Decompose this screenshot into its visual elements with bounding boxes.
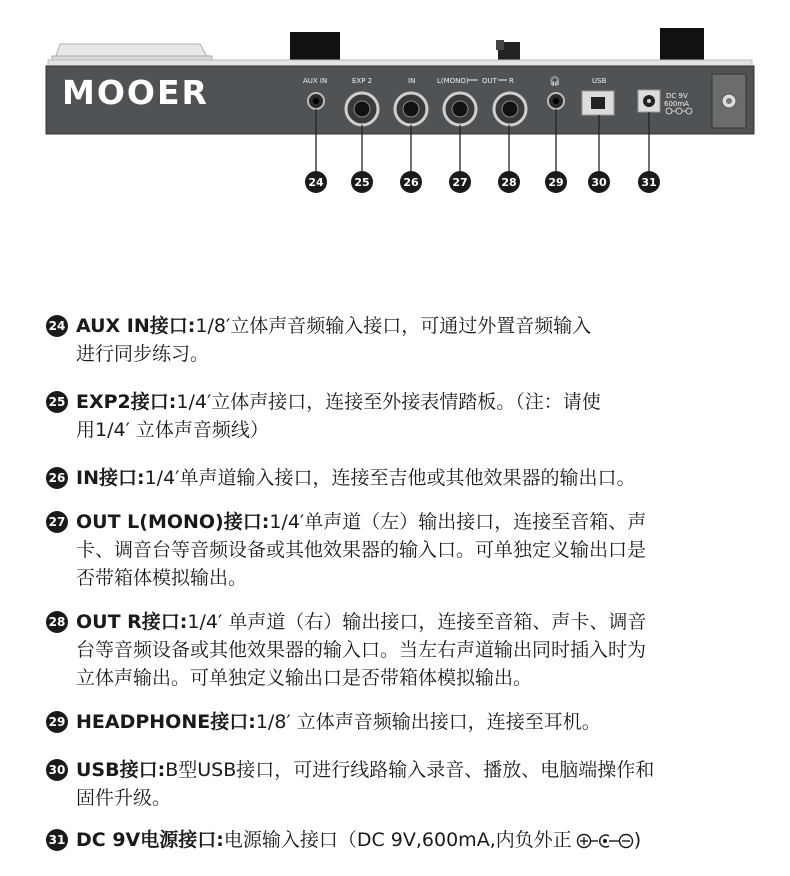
- item-text-suffix: ): [633, 829, 642, 851]
- item-text: 1/4′立体声接口，连接至外接表情踏板。（注：请使: [176, 391, 601, 413]
- callout-26: 26: [403, 176, 419, 189]
- exp2-jack: [346, 93, 378, 125]
- port-label-usb: USB: [592, 77, 607, 85]
- callout-28: 28: [501, 176, 517, 189]
- device-rear-panel: [0, 0, 790, 210]
- description-item-out-r: [46, 608, 766, 692]
- item-number: 24: [46, 315, 68, 337]
- item-text-line2: 用1/4′ 立体声音频线）: [76, 419, 269, 441]
- out-r-jack: [494, 93, 526, 125]
- callout-25: 25: [354, 176, 370, 189]
- description-item-aux-in: [46, 312, 766, 368]
- power-current: 600mA: [664, 100, 689, 108]
- top-connector-tab: [496, 40, 504, 50]
- callout-29: 29: [548, 176, 564, 189]
- item-number: 30: [46, 759, 68, 781]
- top-knob-right: [660, 28, 704, 64]
- description-item-out-l: [46, 508, 766, 592]
- description-item-headphone: [46, 708, 766, 736]
- item-text: 电源输入接口（DC 9V,600mA,内负外正: [223, 829, 572, 851]
- item-number: 25: [46, 391, 68, 413]
- power-label: DC 9V: [666, 92, 688, 100]
- port-label-l-mono: L(MONO): [437, 77, 469, 85]
- port-label-aux-in: AUX IN: [303, 77, 328, 85]
- callout-24: 24: [308, 176, 324, 189]
- description-item-exp2: [46, 388, 766, 444]
- item-text-line3: 否带箱体模拟输出。: [76, 567, 248, 589]
- item-label: EXP2接口:: [76, 391, 177, 413]
- in-jack: [395, 93, 427, 125]
- item-text: 1/4′单声道输入接口，连接至吉他或其他效果器的输出口。: [144, 467, 636, 489]
- item-number: 29: [46, 711, 68, 733]
- callout-27: 27: [452, 176, 468, 189]
- item-text-line3: 立体声输出。可单独定义输出口是否带箱体模拟输出。: [76, 667, 533, 689]
- aux-in-jack: [308, 93, 324, 109]
- item-number: 26: [46, 467, 68, 489]
- out-l-jack: [444, 93, 476, 125]
- polarity-icon: [576, 833, 634, 849]
- item-text-line2: 卡、调音台等音频设备或其他效果器的输入口。可单独定义输出口是: [76, 539, 647, 561]
- item-text: B型USB接口，可进行线路输入录音、播放、电脑端操作和: [165, 759, 655, 781]
- item-number: 31: [46, 829, 68, 851]
- item-label: DC 9V电源接口:: [76, 829, 224, 851]
- port-label-r: R: [509, 77, 514, 85]
- dc-power-port: [638, 90, 660, 112]
- top-knob-left: [290, 32, 340, 64]
- description-item-in: [46, 464, 766, 492]
- item-label: IN接口:: [76, 467, 145, 489]
- item-text: 1/8′立体声音频输入接口，可通过外置音频输入: [195, 315, 592, 337]
- item-number: 28: [46, 611, 68, 633]
- power-switch: [712, 74, 746, 128]
- usb-port: [582, 91, 614, 115]
- headphone-icon: 🎧︎: [549, 77, 561, 87]
- item-text-line2: 进行同步练习。: [76, 343, 210, 365]
- item-label: USB接口:: [76, 759, 166, 781]
- brand-logo: MOOER: [62, 73, 209, 112]
- item-label: OUT R接口:: [76, 611, 188, 633]
- port-label-exp2: EXP 2: [352, 77, 373, 85]
- port-label-out: OUT: [482, 77, 497, 85]
- item-text: 1/4′ 单声道（右）输出接口，连接至音箱、声卡、调音: [187, 611, 647, 633]
- item-text-line2: 固件升级。: [76, 787, 172, 809]
- description-item-usb: [46, 756, 766, 812]
- description-item-dc-power: [46, 826, 766, 854]
- item-label: HEADPHONE接口:: [76, 711, 256, 733]
- item-label: AUX IN接口:: [76, 315, 196, 337]
- headphone-jack: [548, 93, 564, 109]
- item-label: OUT L(MONO)接口:: [76, 511, 270, 533]
- item-text: 1/8′ 立体声音频输出接口，连接至耳机。: [255, 711, 601, 733]
- item-number: 27: [46, 511, 68, 533]
- callout-30: 30: [591, 176, 607, 189]
- item-text: 1/4′单声道（左）输出接口，连接至音箱、声: [269, 511, 647, 533]
- port-label-in: IN: [408, 77, 416, 85]
- item-text-line2: 台等音频设备或其他效果器的输入口。当左右声道输出同时插入时为: [76, 639, 647, 661]
- callout-31: 31: [641, 176, 657, 189]
